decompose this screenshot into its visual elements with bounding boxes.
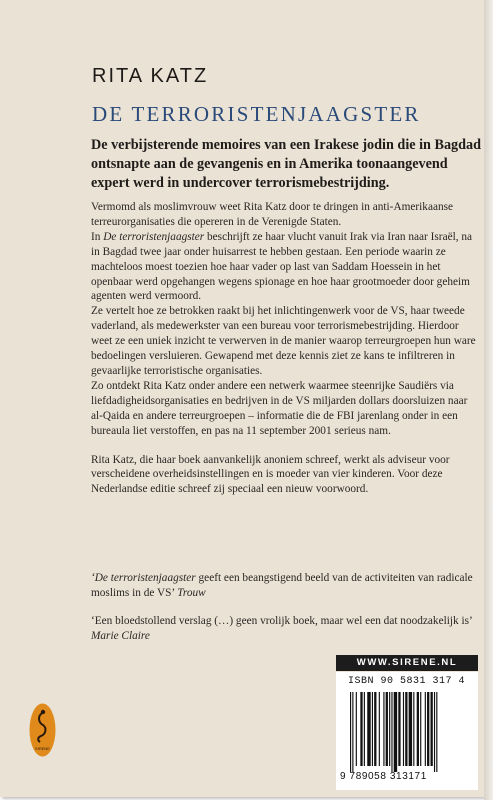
quote-2-source: Marie Claire — [91, 629, 150, 642]
isbn-number: ISBN 90 5831 317 4 — [348, 676, 466, 687]
barcode-panel — [336, 672, 478, 790]
blurb-p2-book-title: De terroristenjaagster — [103, 230, 205, 243]
quote-1-title: ‘De terroristenjaagster — [91, 572, 196, 584]
sirene-logo-icon — [29, 703, 56, 757]
blurb-paragraph-1: Vermomd als moslimvrouw weet Rita Katz door te dringen in anti-Amerikaanse terreurorganisaties die opereren in de Verenigde Staten. — [91, 201, 454, 228]
book-title: DE TERRORISTENJAAGSTER — [92, 102, 421, 126]
blurb-paragraph-3: Ze vertelt hoe ze betrokken raakt bij het inlichtingenwerk voor de VS, haar tweede vaderland, als medewerkster van een bureau voor terrorismebestrijding. Hierdoor weet ze een uniek inzicht te verwerven in de manier waarop terreurgroepen hun ware bedoelingen versluieren. Gewapend met deze kennis ziet ze kans te infiltreren in gevaarlijke terroristische organisaties. — [91, 305, 476, 377]
barcode-number: 9 789058 313171 — [340, 771, 427, 782]
lead-text: De verbijsterende memoires van een Irakese jodin die in Bagdad ontsnapte aan de gevangenis en in Amerika toonaangevend expert werd in undercover terrorismebestrijding. — [91, 137, 482, 191]
review-quotes — [91, 571, 481, 657]
page-edge — [484, 0, 493, 800]
review-quote-2 — [91, 614, 481, 644]
blurb-paragraph-5: Rita Katz, die haar boek aanvankelijk anoniem schreef, werkt als adviseur voor verscheidene overheidsinstellingen en is moeder van vier kinderen. Voor deze Nederlandse editie schreef zij speciaal een nieuw voorwoord. — [91, 453, 450, 496]
publisher-website: WWW.SIRENE.NL — [336, 655, 478, 671]
author-name: RITA KATZ — [92, 65, 209, 87]
barcode-icon — [350, 692, 468, 772]
lead-paragraph — [91, 136, 481, 193]
blurb-paragraph-4: Zo ontdekt Rita Katz onder andere een netwerk waarmee steenrijke Saudiërs via liefdadigheidsorganisaties en bedrijven in de VS miljarden dollars doorsluizen naar al-Qaida en andere terreurgroepen – informatie die de FBI jarenlang onder in een bureaula liet verstoffen, en pas na 11 september 2001 serieus nam. — [91, 379, 468, 437]
logo-text: SIRENE — [35, 746, 50, 751]
quote-1-source: Trouw — [177, 586, 206, 599]
blurb-paragraph-2 — [91, 230, 481, 305]
blurb-p2-rest: beschrijft ze haar vlucht vanuit Irak via Iran naar Israël, na in Bagdad twee jaar onder huisarrest te hebben gestaan. Een periode waarin ze machteloos moest toezien hoe haar vader op last van Saddam Hoessein in het openbaar werd opgehangen wegens spionage en hoe haar grootmoeder door geheim agenten werd vermoord. — [91, 230, 473, 303]
blurb-p2-start: In — [91, 230, 104, 243]
quote-2-text: ‘Een bloedstollend verslag (…) geen vrolijk boek, maar wel een dat noodzakelijk is’ — [91, 614, 472, 627]
blurb-body — [91, 200, 481, 497]
quote-1-text: geeft een beangstigend beeld van de activiteiten van radicale moslims in de VS’ — [91, 572, 473, 599]
review-quote-1 — [91, 571, 481, 601]
